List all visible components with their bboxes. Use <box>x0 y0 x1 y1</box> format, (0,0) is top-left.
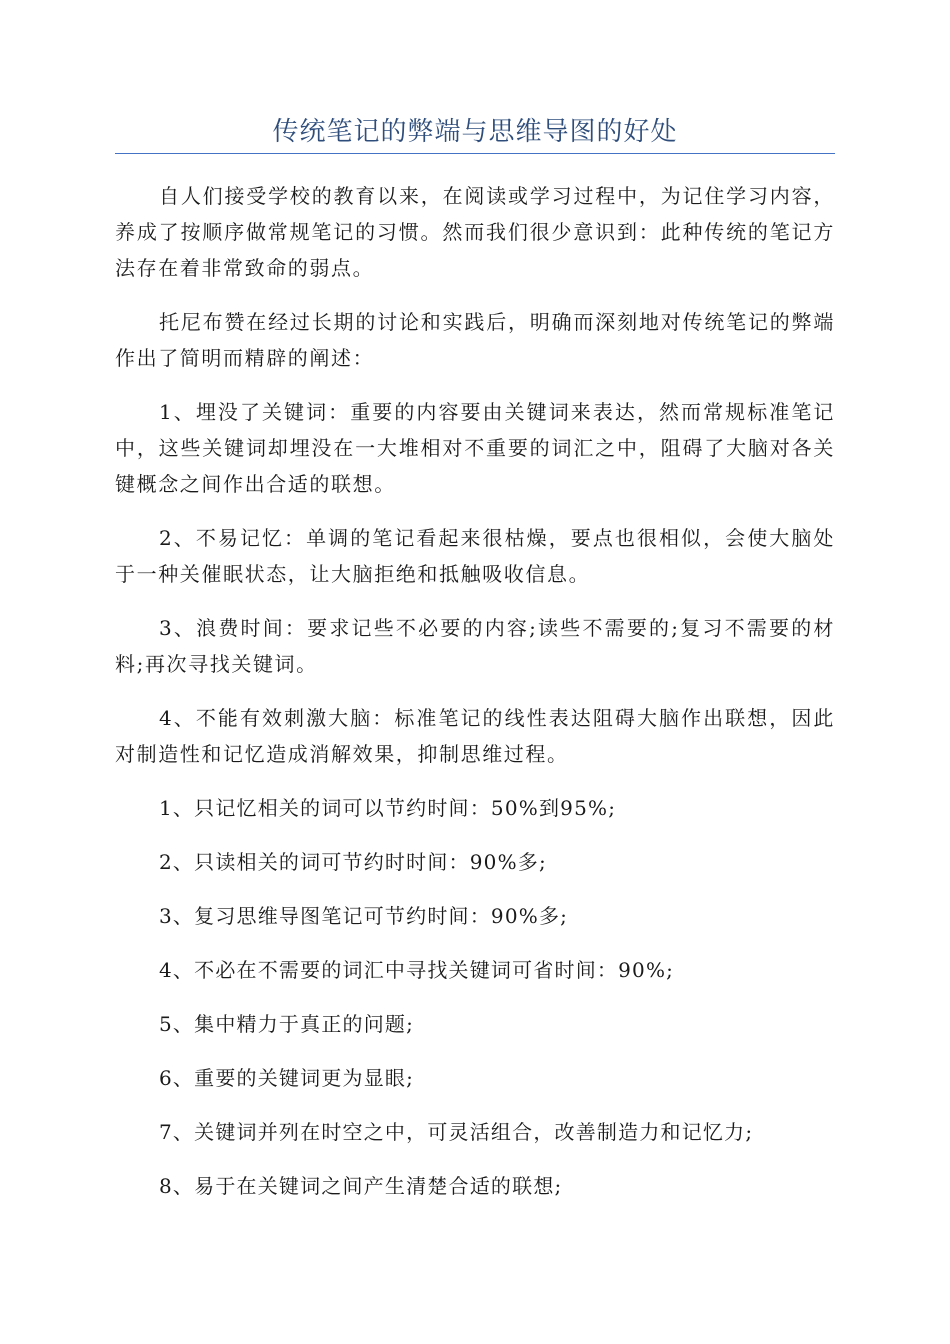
drawback-3-paragraph: 3、浪费时间：要求记些不必要的内容;读些不需要的;复习不需要的材料;再次寻找关键词。 <box>115 616 835 676</box>
benefit-item: 6、重要的关键词更为显眼; <box>159 1066 415 1090</box>
benefit-item: 8、易于在关键词之间产生清楚合适的联想; <box>159 1174 563 1198</box>
benefit-item: 5、集中精力于真正的问题; <box>159 1012 415 1036</box>
intro-paragraph: 自人们接受学校的教育以来，在阅读或学习过程中，为记住学习内容，养成了按顺序做常规笔记的习惯。然而我们很少意识到：此种传统的笔记方法存在着非常致命的弱点。 <box>115 184 835 280</box>
document-body <box>115 178 835 1222</box>
benefit-item: 3、复习思维导图笔记可节约时间：90%多; <box>159 904 569 928</box>
drawback-4-paragraph: 4、不能有效刺激大脑：标准笔记的线性表达阻碍大脑作出联想，因此对制造性和记忆造成消解效果，抑制思维过程。 <box>115 706 835 766</box>
benefit-item: 7、关键词并列在时空之中，可灵活组合，改善制造力和记忆力; <box>159 1120 754 1144</box>
page-title: 传统笔记的弊端与思维导图的好处 <box>272 117 678 147</box>
benefit-item: 1、只记忆相关的词可以节约时间：50%到95%; <box>159 796 617 820</box>
benefit-item: 2、只读相关的词可节约时时间：90%多; <box>159 850 547 874</box>
drawback-1-paragraph: 1、埋没了关键词：重要的内容要由关键词来表达，然而常规标准笔记中，这些关键词却埋没在一大堆相对不重要的词汇之中，阻碍了大脑对各关键概念之间作出合适的联想。 <box>115 400 835 496</box>
benefit-item: 4、不必在不需要的词汇中寻找关键词可省时间：90%; <box>159 958 675 982</box>
tony-buzan-paragraph: 托尼布赞在经过长期的讨论和实践后，明确而深刻地对传统笔记的弊端作出了简明而精辟的阐述： <box>115 310 835 370</box>
title-underline <box>115 153 835 154</box>
drawback-2-paragraph: 2、不易记忆：单调的笔记看起来很枯燥，要点也很相似，会使大脑处于一种关催眠状态，让大脑拒绝和抵触吸收信息。 <box>115 526 835 586</box>
